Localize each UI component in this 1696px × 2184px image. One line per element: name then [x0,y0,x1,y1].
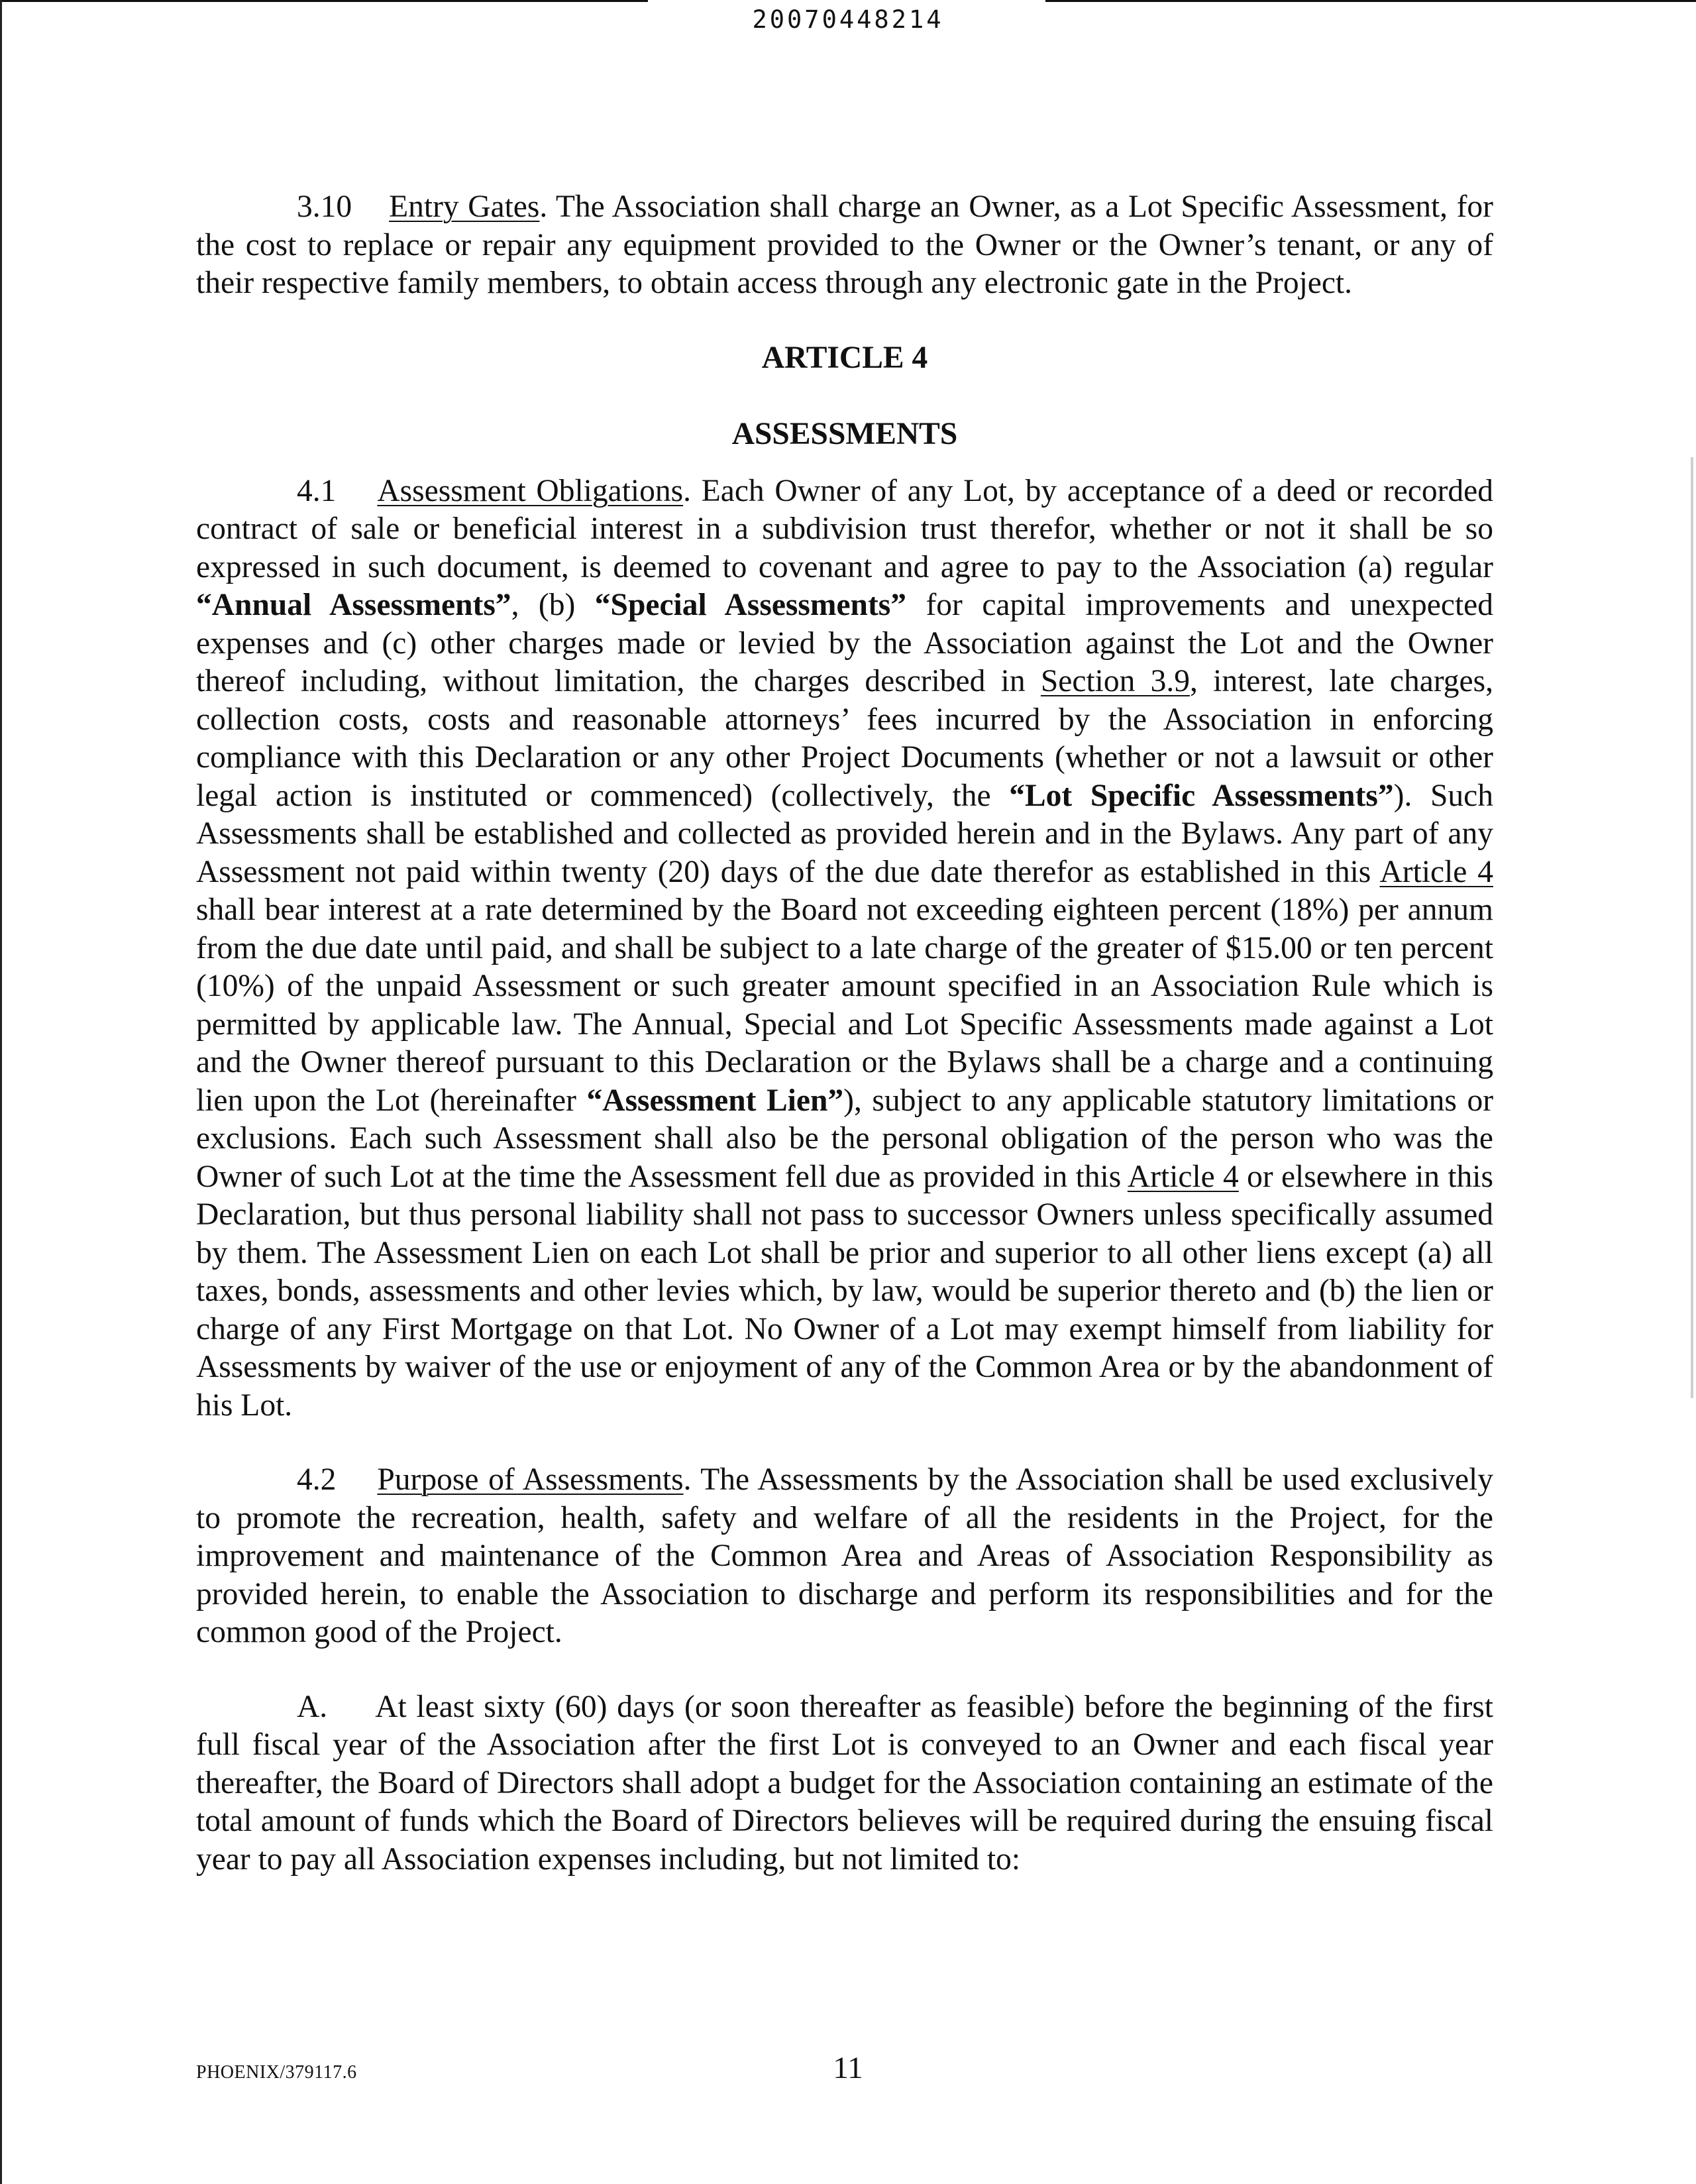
section-number: 4.1 [297,473,337,508]
section-text: for capital improvements and unexpected expenses and (c) other charges made or levied by the Association against the Lot and the Owner thereof including, without limitation, the charges described in [196,588,1493,698]
cross-reference: Section 3.9 [1040,664,1190,698]
defined-term: “Special Assessments” [594,588,906,622]
cross-reference: Article 4 [1127,1159,1239,1194]
section-title: Assessment Obligations [377,473,684,508]
subsection-text: At least sixty (60) days (or soon thereafter as feasible) before the beginning of the first full fiscal year of the Association after the first Lot is conveyed to an Owner and each fiscal year thereafter, the Board of Directors shall adopt a budget for the Association containing an estimate of the total amount of funds which the Board of Directors believes will be required during the ensuing fiscal year to pay all Association expenses including, but not limited to: [196,1689,1493,1877]
section-4-2 [196,1461,1493,1652]
document-number: 20070448214 [752,5,944,34]
right-scan-edge [1691,457,1693,1398]
section-text: ), subject to any applicable statutory limitations or exclusions. Each such Assessment shall also be the personal obligation of the person who was the Owner of such Lot at the time the Assessment fell due as provided in this [196,1083,1494,1194]
left-scan-edge [0,0,2,2184]
page-number: 11 [833,2051,863,2085]
section-title: Purpose of Assessments [377,1462,684,1497]
section-text: shall bear interest at a rate determined by the Board not exceeding eighteen percent (18%) per annum from the due date until paid, and shall be subject to a late charge of the greater of $15.00 or ten percent (10%) of the unpaid Assessment or such greater amount specified in an Association Rule which is permitted by applicable law. The Annual, Special and Lot Specific Assessments made against a Lot and the Owner thereof pursuant to this Declaration or the Bylaws shall be a charge and a continuing lien upon the Lot (hereinafter [196,893,1493,1118]
section-number: 3.10 [297,190,352,224]
section-text: , (b) [511,588,595,622]
section-4-1 [196,472,1493,1425]
section-text: ). Such Assessments shall be established and collected as provided herein and in the Bylaws. Any part of any Assessment not paid within twenty (20) days of the due date therefor as established in this [196,778,1494,889]
section-3-10 [196,188,1493,303]
subsection-label: A. [297,1689,328,1724]
section-text: . The Assessments by the Association shall be used exclusively to promote the recreation, health, safety and welfare of all the residents in the Project, for the improvement and maintenance of the Common Area and Areas of Association Responsibility as provided herein, to enable the Association to discharge and perform its responsibilities and for the common good of the Project. [196,1462,1493,1649]
article-subheading: ASSESSMENTS [731,417,958,451]
section-4-2-a [196,1688,1493,1879]
page-body [196,188,1493,1915]
defined-term: “Assessment Lien” [586,1083,844,1118]
section-text: or elsewhere in this Declaration, but thus personal liability shall not pass to successor Owners unless specifically assumed by them. The Assessment Lien on each Lot shall be prior and superior to all other liens except (a) all taxes, bonds, assessments and other levies which, by law, would be superior thereto and (b) the lien or charge of any First Mortgage on that Lot. No Owner of a Lot may exempt himself from liability for Assessments by waiver of the use or enjoyment of any of the Common Area or by the abandonment of his Lot. [196,1159,1493,1423]
section-text: . Each Owner of any Lot, by acceptance of a deed or recorded contract of sale or beneficial interest in a subdivision trust therefor, whether or not it shall be so expressed in such document, is deemed to covenant and agree to pay to the Association (a) regular [196,473,1493,584]
defined-term: “Annual Assessments” [196,588,511,622]
section-text: . The Association shall charge an Owner, as a Lot Specific Assessment, for the cost to replace or repair any equipment provided to the Owner or the Owner’s tenant, or any of their respective family members, to obtain access through any electronic gate in the Project. [196,190,1493,300]
footer-doc-ref: PHOENIX/379117.6 [196,2062,357,2083]
article-heading: ARTICLE 4 [761,340,928,375]
cross-reference: Article 4 [1379,854,1493,889]
defined-term: “Lot Specific Assessments” [1009,778,1394,813]
section-number: 4.2 [297,1462,337,1497]
section-text: , interest, late charges, collection costs, costs and reasonable attorneys’ fees incurred by the Association in enforcing compliance with this Declaration or any other Project Documents (whether or not a lawsuit or other legal action is instituted or commenced) (collectively, the [196,664,1493,813]
section-title: Entry Gates [389,190,540,224]
